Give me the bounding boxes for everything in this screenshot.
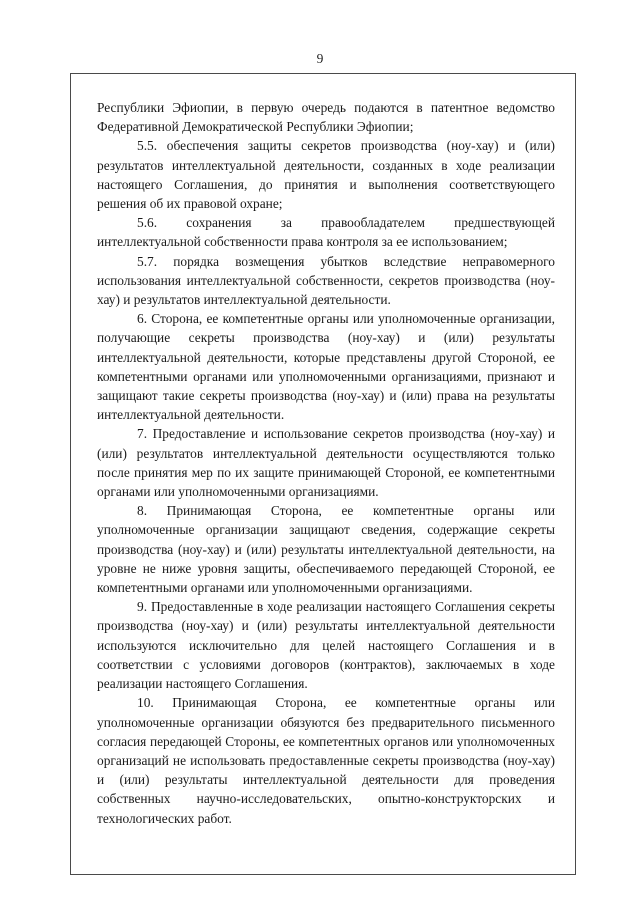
paragraph-9: 9. Предоставленные в ходе реализации настоящего Соглашения секреты производства (ноу-хау) и (или) результаты интеллектуальной деятельности используются исключительно для целей настоящего Соглашения и в соответствии с условиями договоров (контрактов), заключаемых в ходе реализации настоящего Соглашения. bbox=[97, 599, 555, 692]
paragraph-8: 8. Принимающая Сторона, ее компетентные органы или уполномоченные организации защищают сведения, содержащие секреты производства (ноу-хау) и (или) результаты интеллектуальной деятельности, на уровне не ниже уровня защиты, обеспечиваемого передающей Стороной, ее компетентными органами или уполномоченными организациями. bbox=[97, 503, 555, 596]
paragraph-5-7: 5.7. порядка возмещения убытков вследствие неправомерного использования интеллектуальной собственности, секретов производства (ноу-хау) и результатов интеллектуальной деятельности. bbox=[97, 253, 555, 308]
page-number: 9 bbox=[316, 51, 324, 66]
paragraph-6: 6. Сторона, ее компетентные органы или уполномоченные организации, получающие секреты производства (ноу-хау) и (или) результаты интеллектуальной деятельности, которые представлены другой Стороной, ее компетентными органами или уполномоченными организациями, признают и защищают такие секреты производства (ноу-хау) и (или) права на результаты интеллектуальной деятельности. bbox=[97, 311, 555, 423]
paragraph-5-6: 5.6. сохранения за правообладателем предшествующей интеллектуальной собственности права контроля за ее использованием; bbox=[97, 215, 555, 250]
paragraph-5-5: 5.5. обеспечения защиты секретов производства (ноу-хау) и (или) результатов интеллектуальной деятельности, созданных в ходе реализации настоящего Соглашения, до принятия и выполнения соответствующего решения об их правовой охране; bbox=[97, 138, 555, 212]
paragraph-continuation: Республики Эфиопии, в первую очередь подаются в патентное ведомство Федеративной Демократической Республики Эфиопии; bbox=[97, 100, 555, 135]
document-body bbox=[97, 98, 555, 828]
paragraph-10: 10. Принимающая Сторона, ее компетентные органы или уполномоченные организации обязуются без предварительного письменного согласия передающей Стороны, ее компетентных органов или уполномоченных организаций не использовать предоставленные секреты производства (ноу-хау) и (или) результаты интеллектуальной деятельности для проведения собственных научно-исследовательских, опытно-конструкторских и технологических работ. bbox=[97, 695, 555, 826]
paragraph-7: 7. Предоставление и использование секретов производства (ноу-хау) и (или) результатов интеллектуальной деятельности осуществляются только после принятия мер по их защите принимающей Стороной, ее компетентными органами или уполномоченными организациями. bbox=[97, 426, 555, 500]
